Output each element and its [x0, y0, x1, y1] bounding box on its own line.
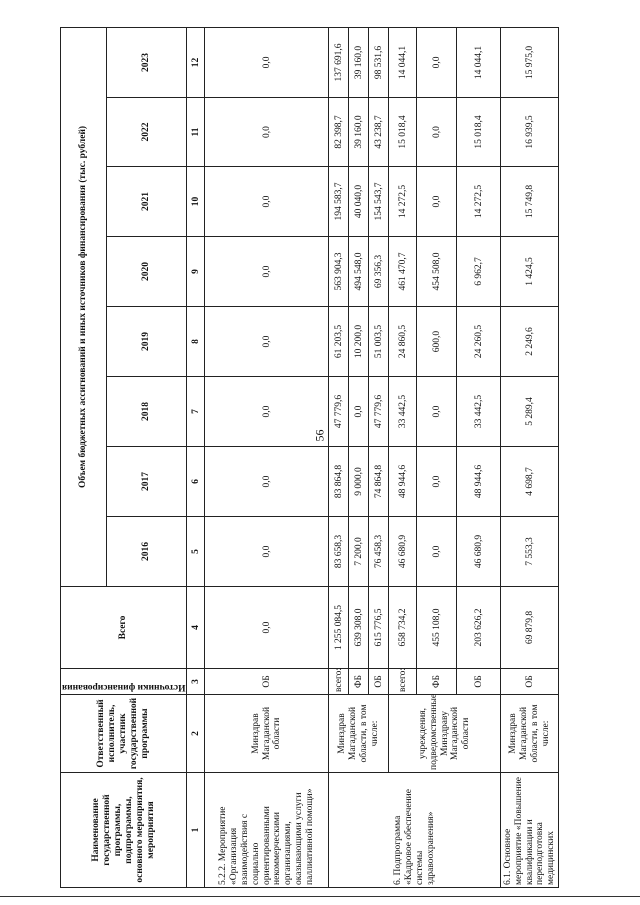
row-value: 48 944,6: [457, 447, 501, 517]
header-row-numbers: [187, 27, 205, 887]
col-number: 6: [187, 447, 205, 517]
row-value: 137 691,6: [329, 27, 349, 97]
col-number: 2: [187, 695, 205, 773]
row-value: 39 160,0: [349, 27, 369, 97]
row-value: 0,0: [417, 447, 457, 517]
row-value: 40 040,0: [349, 167, 369, 237]
row-value: 7 200,0: [349, 517, 369, 587]
row-value: 0,0: [349, 377, 369, 447]
header-year: 2018: [106, 377, 187, 447]
row-value: 83 864,8: [329, 447, 349, 517]
row-value: 0,0: [417, 27, 457, 97]
row-value: 48 944,6: [389, 447, 417, 517]
header-year: 2022: [106, 98, 187, 167]
col-number: 4: [187, 587, 205, 669]
row-value: 74 864,8: [369, 447, 389, 517]
row-total: 203 626,2: [457, 587, 501, 669]
row-source: всего:: [329, 669, 349, 695]
header-year: 2023: [106, 27, 187, 97]
row-value: 33 442,5: [457, 377, 501, 447]
row-source: ОБ: [501, 669, 559, 695]
table-row: [205, 27, 329, 887]
col-number: 11: [187, 98, 205, 167]
row-value: 14 272,5: [457, 167, 501, 237]
row-value: 9 000,0: [349, 447, 369, 517]
row-source: ФБ: [417, 669, 457, 695]
table-row: [329, 27, 349, 887]
row-value: 16 939,5: [501, 98, 559, 167]
col-number: 1: [187, 773, 205, 888]
col-number: 10: [187, 167, 205, 237]
row-total: 639 308,0: [349, 587, 369, 669]
row-source: ОБ: [457, 669, 501, 695]
row-value: 461 470,7: [389, 237, 417, 307]
header-name: Наименование государственной программы, подпрограммы, основного мероприятия, мероприятия: [61, 773, 187, 888]
header-volume-group: Объем бюджетных ассигнований и иных источников финансирования (тыс. рублей): [61, 27, 107, 586]
row-value: 563 904,3: [329, 237, 349, 307]
header-year: 2019: [106, 307, 187, 377]
col-number: 8: [187, 307, 205, 377]
row-value: 39 160,0: [349, 98, 369, 167]
row-value: 0,0: [417, 98, 457, 167]
row-value: 46 680,9: [389, 517, 417, 587]
col-number: 9: [187, 237, 205, 307]
row-value: 0,0: [205, 167, 329, 237]
row-value: 5 289,4: [501, 377, 559, 447]
row-source: всего:: [389, 669, 417, 695]
row-value: 83 658,3: [329, 517, 349, 587]
row-value: 51 003,5: [369, 307, 389, 377]
col-number: 12: [187, 27, 205, 97]
header-total: Всего: [61, 587, 187, 669]
header-year: 2016: [106, 517, 187, 587]
row-value: 0,0: [205, 517, 329, 587]
row-value: 24 260,5: [457, 307, 501, 377]
row-source: ОБ: [205, 669, 329, 695]
row-value: 33 442,5: [389, 377, 417, 447]
header-source-text: Источники финансирования: [62, 682, 186, 692]
row-executor: Минздрав Магаданской области, в том числе:: [329, 695, 389, 773]
header-year: 2020: [106, 237, 187, 307]
rotated-page-content: [60, 28, 557, 888]
col-number: 3: [187, 669, 205, 695]
row-value: 454 508,0: [417, 237, 457, 307]
row-value: 6 962,7: [457, 237, 501, 307]
row-source: ФБ: [349, 669, 369, 695]
row-value: 0,0: [205, 447, 329, 517]
row-total: 1 255 084,5: [329, 587, 349, 669]
row-total: 658 734,2: [389, 587, 417, 669]
row-value: 98 531,6: [369, 27, 389, 97]
row-value: 0,0: [417, 167, 457, 237]
row-value: 0,0: [417, 377, 457, 447]
row-value: 154 543,7: [369, 167, 389, 237]
row-value: 47 779,6: [369, 377, 389, 447]
row-name: 6.1. Основное мероприятие «Повышение квалификации и переподготовка медицинских: [501, 773, 559, 888]
table-row: [501, 27, 559, 887]
row-value: 24 860,5: [389, 307, 417, 377]
row-value: 14 272,5: [389, 167, 417, 237]
row-value: 15 018,4: [457, 98, 501, 167]
bottom-divider: [0, 896, 640, 897]
row-value: 61 203,5: [329, 307, 349, 377]
row-value: 15 749,8: [501, 167, 559, 237]
row-total: 0,0: [205, 587, 329, 669]
row-value: 1 424,5: [501, 237, 559, 307]
row-value: 47 779,6: [329, 377, 349, 447]
row-value: 43 238,7: [369, 98, 389, 167]
row-value: 10 200,0: [349, 307, 369, 377]
row-value: 15 018,4: [389, 98, 417, 167]
row-value: 46 680,9: [457, 517, 501, 587]
row-value: 0,0: [205, 307, 329, 377]
row-executor: Минздрав Магаданской области: [205, 695, 329, 773]
header-year: 2017: [106, 447, 187, 517]
budget-table: [60, 27, 559, 888]
row-source: ОБ: [369, 669, 389, 695]
col-number: 7: [187, 377, 205, 447]
header-row-group: [61, 27, 107, 887]
row-value: 69 356,3: [369, 237, 389, 307]
row-value: 14 044,1: [457, 27, 501, 97]
header-executor: Ответственный исполнитель, участник государственной программы: [61, 695, 187, 773]
row-value: 494 548,0: [349, 237, 369, 307]
row-value: 0,0: [205, 27, 329, 97]
row-value: 0,0: [205, 98, 329, 167]
col-number: 5: [187, 517, 205, 587]
row-value: 15 975,0: [501, 27, 559, 97]
row-value: 0,0: [205, 237, 329, 307]
row-value: 4 698,7: [501, 447, 559, 517]
table-row: [389, 27, 417, 887]
row-total: 615 776,5: [369, 587, 389, 669]
row-value: 76 458,3: [369, 517, 389, 587]
row-executor: учреждения, подведомственные Минздраву Магаданской области: [389, 695, 501, 773]
row-name: 5.2.2. Мероприятие «Организация взаимодействия с социально ориентированными некоммерческими организациями, оказывающими услуги паллиативной помощи»: [205, 773, 329, 888]
row-executor: Минздрав Магаданской области, в том числе:: [501, 695, 559, 773]
row-value: 600,0: [417, 307, 457, 377]
row-value: 0,0: [205, 377, 329, 447]
header-source: [61, 669, 187, 695]
row-value: 2 249,6: [501, 307, 559, 377]
header-year: 2021: [106, 167, 187, 237]
row-total: 69 879,8: [501, 587, 559, 669]
row-value: 194 583,7: [329, 167, 349, 237]
row-value: 14 044,1: [389, 27, 417, 97]
row-value: 7 553,3: [501, 517, 559, 587]
row-value: 0,0: [417, 517, 457, 587]
page-number-text: 56: [312, 429, 327, 442]
row-name: 6. Подпрограмма «Кадровое обеспечение системы здравоохранения»: [329, 773, 501, 888]
row-total: 455 108,0: [417, 587, 457, 669]
row-value: 82 398,7: [329, 98, 349, 167]
